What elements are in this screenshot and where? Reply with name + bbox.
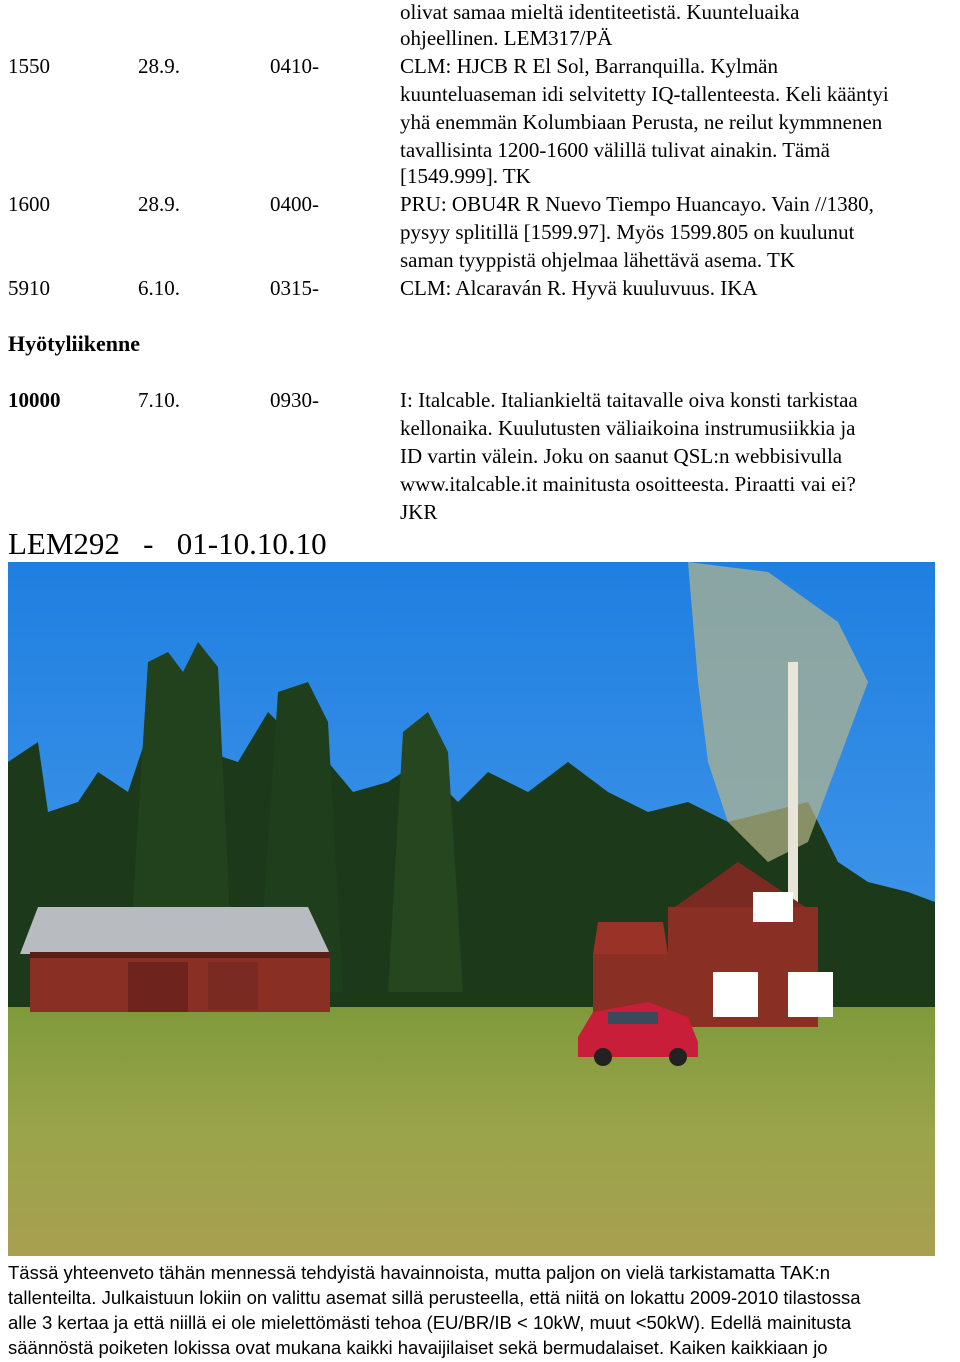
- entry-frequency: 10000: [8, 388, 61, 412]
- footer-line: tallenteilta. Julkaistuun lokiin on valittu asemat sillä perusteella, että niitä on lokattu 2009-2010 tilastossa: [8, 1287, 861, 1308]
- footer-line: alle 3 kertaa ja että niillä ei ole mielettömästi tehoa (EU/BR/IB < 10kW, muut <50kW). Edellä mainitusta: [8, 1312, 852, 1333]
- entry-text-line: kellonaika. Kuulutusten väliaikoina instrumusiikkia ja: [400, 416, 856, 440]
- entry-text-line: [1549.999]. TK: [400, 164, 531, 188]
- entry-text-line: tavallisinta 1200-1600 välillä tulivat ainakin. Tämä: [400, 138, 831, 162]
- entry-date: 28.9.: [138, 192, 180, 216]
- entry-time: 0400-: [270, 192, 319, 216]
- entry-text-line: pysyy splitillä [1599.97]. Myös 1599.805 on kuulunut: [400, 220, 855, 244]
- log-heading: LEM292 - 01-10.10.10: [8, 526, 327, 561]
- entry-date: 28.9.: [138, 54, 180, 78]
- entry-text-line: CLM: Alcaraván R. Hyvä kuuluvuus. IKA: [400, 276, 758, 300]
- photo-scene: [8, 562, 935, 1256]
- entry-text-line: saman tyyppistä ohjelmaa lähettävä asema. TK: [400, 248, 795, 272]
- entry-text-line: CLM: HJCB R El Sol, Barranquilla. Kylmän: [400, 54, 778, 78]
- entry-time: 0410-: [270, 54, 319, 78]
- entry-time: 0315-: [270, 276, 319, 300]
- entry-date: 6.10.: [138, 276, 180, 300]
- farmhouse-photo: [8, 562, 935, 1256]
- entry-text-line: PRU: OBU4R R Nuevo Tiempo Huancayo. Vain //1380,: [400, 192, 874, 216]
- entry-text-line: kuunteluaseman idi selvitetty IQ-tallenteesta. Keli kääntyi: [400, 82, 889, 106]
- entry-frequency: 5910: [8, 276, 50, 300]
- entry-text-line: ID vartin välein. Joku on saanut QSL:n webbisivulla: [400, 444, 843, 468]
- footer-line: säännöstä poiketen lokissa ovat mukana kaikki havaijilaiset sekä bermudalaiset. Kaiken kaikkiaan jo: [8, 1337, 828, 1358]
- entry-time: 0930-: [270, 388, 319, 412]
- footer-line: Tässä yhteenveto tähän mennessä tehdyistä havainnoista, mutta paljon on vielä tarkistamatta TAK:n: [8, 1262, 831, 1283]
- entry-text-line: yhä enemmän Kolumbiaan Perusta, ne reilut kymmnenen: [400, 110, 883, 134]
- entry-text-line: ohjeellinen. LEM317/PÄ: [400, 26, 613, 50]
- entry-text-line: JKR: [400, 500, 438, 524]
- entry-text-line: www.italcable.it mainitusta osoitteesta. Piraatti vai ei?: [400, 472, 856, 496]
- section-heading: Hyötyliikenne: [8, 331, 141, 356]
- entry-frequency: 1550: [8, 54, 50, 78]
- entry-date: 7.10.: [138, 388, 180, 412]
- entry-text-line: olivat samaa mieltä identiteetistä. Kuunteluaika: [400, 0, 800, 24]
- entry-text-line: I: Italcable. Italiankieltä taitavalle oiva konsti tarkistaa: [400, 388, 858, 412]
- entry-frequency: 1600: [8, 192, 50, 216]
